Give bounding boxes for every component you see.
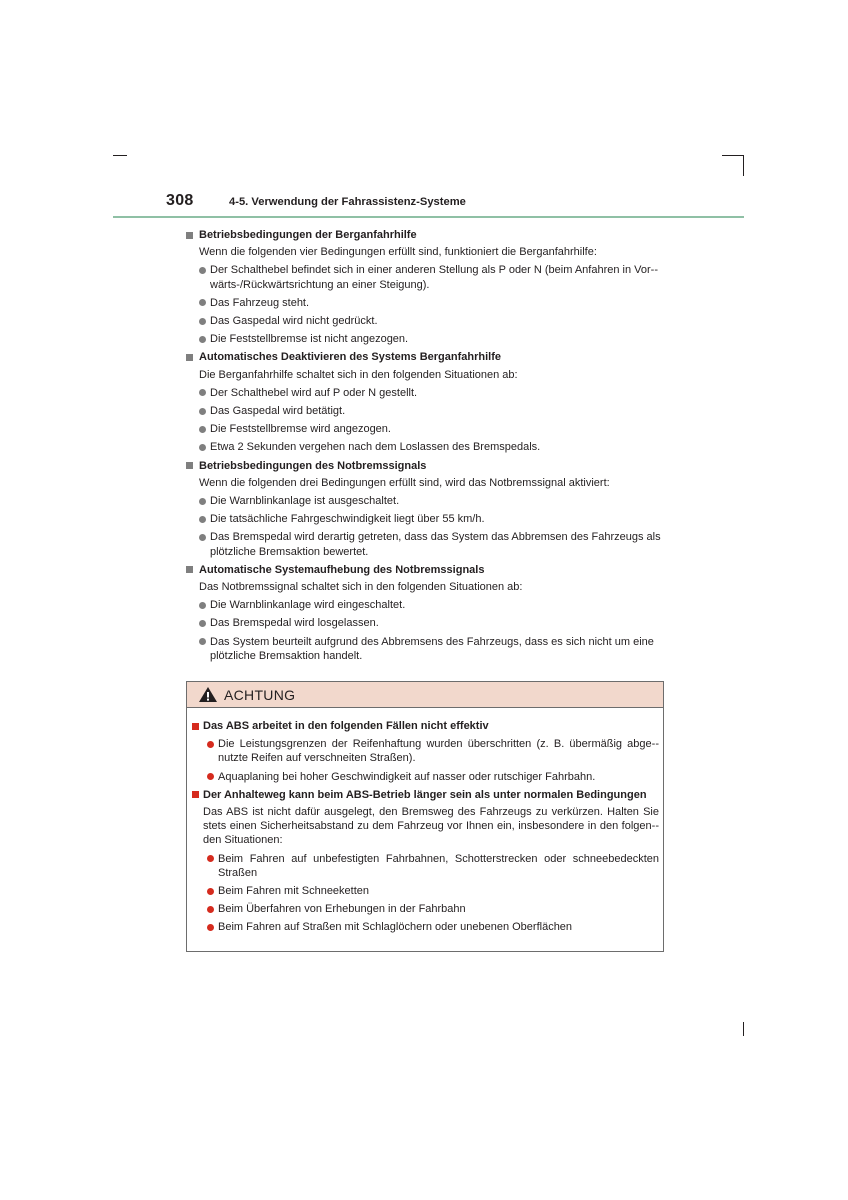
list-item: Beim Fahren auf Straßen mit Schlaglöchern oder unebenen Oberflächen — [207, 920, 659, 934]
dot-bullet-icon — [199, 444, 206, 451]
list-item: Das Fahrzeug steht. — [199, 296, 666, 310]
list-item: Beim Überfahren von Erhebungen in der Fahrbahn — [207, 902, 659, 916]
section-intro: Wenn die folgenden vier Bedingungen erfüllt sind, funktioniert die Berganfahrhilfe: — [199, 246, 597, 259]
section-title: Automatische Systemaufhebung des Notbremssignals — [199, 563, 485, 576]
dot-bullet-icon — [207, 855, 214, 862]
dot-bullet-icon — [199, 389, 206, 396]
section-intro: Das Notbremssignal schaltet sich in den folgenden Situationen ab: — [199, 581, 523, 594]
section-title: Automatisches Deaktivieren des Systems Berganfahrhilfe — [199, 351, 502, 364]
list-item: Die Feststellbremse wird angezogen. — [199, 422, 666, 436]
dot-bullet-icon — [199, 267, 206, 274]
dot-bullet-icon — [199, 516, 206, 523]
dot-bullet-icon — [199, 336, 206, 343]
list-item: Die tatsächliche Fahrgeschwindigkeit liegt über 55 km/h. — [199, 512, 666, 526]
section-intro: Wenn die folgenden drei Bedingungen erfüllt sind, wird das Notbremssignal aktiviert: — [199, 476, 610, 489]
warning-title: ACHTUNG — [224, 686, 296, 703]
dot-bullet-icon — [199, 498, 206, 505]
page-header — [113, 190, 744, 218]
dot-bullet-icon — [207, 741, 214, 748]
section-heading — [186, 563, 666, 577]
square-bullet-icon — [186, 354, 193, 361]
crop-mark-top-left — [113, 155, 127, 156]
dot-bullet-icon — [207, 924, 214, 931]
section-intro: Die Berganfahrhilfe schaltet sich in den folgenden Situationen ab: — [199, 368, 518, 381]
list-item: Das Gaspedal wird betätigt. — [199, 404, 666, 418]
page-number: 308 — [166, 192, 194, 209]
warning-body — [187, 708, 663, 935]
warning-section-heading — [192, 719, 659, 733]
list-item: Der Schalthebel wird auf P oder N gestellt. — [199, 386, 666, 400]
list-item: Etwa 2 Sekunden vergehen nach dem Loslassen des Bremspedals. — [199, 440, 666, 454]
dot-bullet-icon — [207, 888, 214, 895]
warning-section-intro: Das ABS ist nicht dafür ausgelegt, den Bremsweg des Fahrzeugs zu verkürzen. Halten Sie stets einen Sicherheitsabstand zu dem Fahrzeug vor Ihnen ein, insbesondere in den folgen-den Situationen: — [203, 806, 659, 847]
section-heading — [186, 350, 666, 364]
dot-bullet-icon — [199, 602, 206, 609]
square-bullet-icon — [192, 791, 199, 798]
chapter-title: 4-5. Verwendung der Fahrassistenz-Systeme — [229, 196, 466, 208]
section-heading — [186, 459, 666, 473]
warning-section-heading — [192, 788, 659, 802]
warning-box — [186, 681, 664, 952]
dot-bullet-icon — [199, 620, 206, 627]
dot-bullet-icon — [199, 299, 206, 306]
dot-bullet-icon — [199, 426, 206, 433]
square-bullet-icon — [186, 462, 193, 469]
dot-bullet-icon — [199, 534, 206, 541]
section-title: Betriebsbedingungen des Notbremssignals — [199, 459, 427, 472]
square-bullet-icon — [186, 232, 193, 239]
warning-triangle-icon — [198, 686, 218, 703]
crop-mark-top-right-h — [722, 155, 744, 156]
section-heading — [186, 228, 666, 242]
list-item: Der Schalthebel befindet sich in einer anderen Stellung als P oder N (beim Anfahren in Vor-wärts-/Rückwärtsrichtung an einer Steigung). — [199, 263, 666, 291]
warning-section-title: Der Anhalteweg kann beim ABS-Betrieb länger sein als unter normalen Bedingungen — [203, 788, 647, 801]
dot-bullet-icon — [199, 318, 206, 325]
list-item: Beim Fahren auf unbefestigten Fahrbahnen, Schotterstrecken oder schneebedeckten Straßen — [207, 852, 659, 880]
header-rule — [113, 216, 744, 218]
square-bullet-icon — [192, 723, 199, 730]
list-item: Die Leistungsgrenzen der Reifenhaftung wurden überschritten (z. B. übermäßig abge-nutzte Reifen auf verschneiten Straßen). — [207, 737, 659, 765]
warning-header — [187, 682, 663, 708]
list-item: Die Warnblinkanlage ist ausgeschaltet. — [199, 494, 666, 508]
dot-bullet-icon — [199, 408, 206, 415]
list-item: Das Bremspedal wird derartig getreten, dass das System das Abbremsen des Fahrzeugs als plötzliche Bremsaktion bewertet. — [199, 530, 666, 558]
list-item: Die Feststellbremse ist nicht angezogen. — [199, 332, 666, 346]
crop-mark-top-right-v — [743, 155, 744, 176]
list-item: Das System beurteilt aufgrund des Abbremsens des Fahrzeugs, dass es sich nicht um eine plötzliche Bremsaktion handelt. — [199, 635, 666, 663]
dot-bullet-icon — [207, 906, 214, 913]
crop-mark-bottom-right — [743, 1022, 744, 1036]
section-title: Betriebsbedingungen der Berganfahrhilfe — [199, 229, 417, 241]
list-item: Aquaplaning bei hoher Geschwindigkeit auf nasser oder rutschiger Fahrbahn. — [207, 770, 659, 784]
list-item: Das Bremspedal wird losgelassen. — [199, 616, 666, 630]
dot-bullet-icon — [207, 773, 214, 780]
square-bullet-icon — [186, 566, 193, 573]
list-item: Das Gaspedal wird nicht gedrückt. — [199, 314, 666, 328]
main-content — [186, 224, 666, 663]
list-item: Beim Fahren mit Schneeketten — [207, 884, 659, 898]
warning-section-title: Das ABS arbeitet in den folgenden Fällen nicht effektiv — [203, 720, 489, 732]
dot-bullet-icon — [199, 638, 206, 645]
list-item: Die Warnblinkanlage wird eingeschaltet. — [199, 598, 666, 612]
